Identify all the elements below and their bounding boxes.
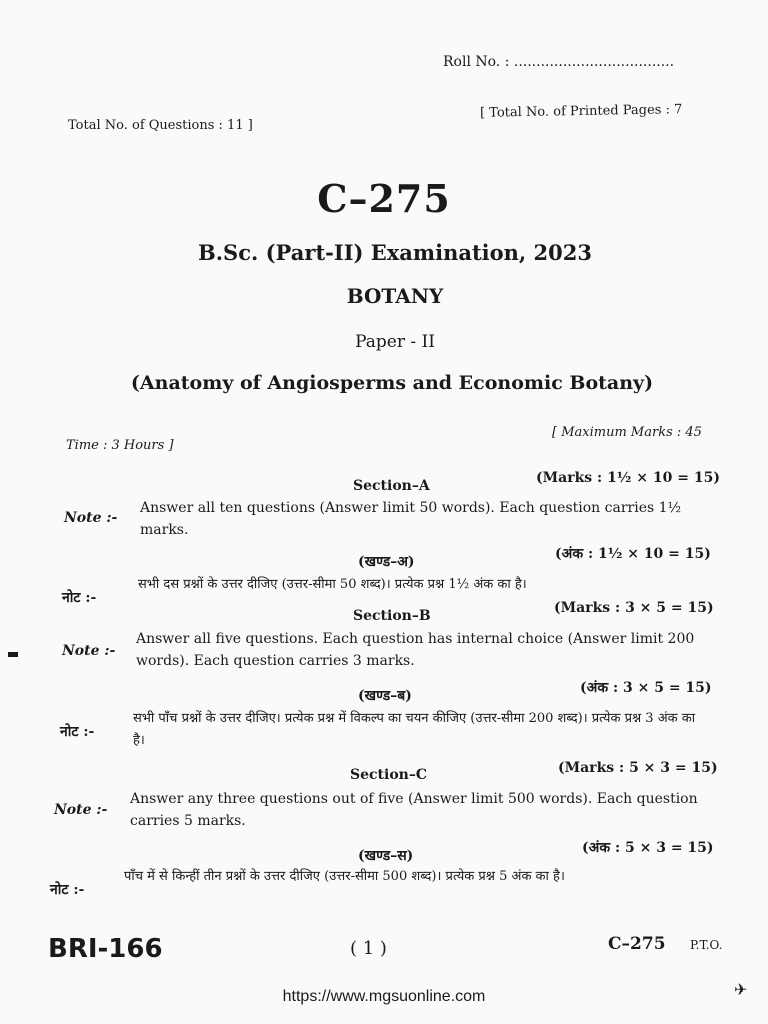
footer-paper-code: C–275 bbox=[608, 934, 666, 954]
section-b-hindi-marks: (अंक : 3 × 5 = 15) bbox=[580, 680, 712, 696]
section-c-heading: Section–C bbox=[350, 767, 427, 783]
section-b-marks: (Marks : 3 × 5 = 15) bbox=[554, 600, 714, 616]
roll-number: Roll No. : .................................... bbox=[443, 54, 675, 70]
exam-title: B.Sc. (Part-II) Examination, 2023 bbox=[197, 240, 592, 265]
maximum-marks: [ Maximum Marks : 45 bbox=[552, 425, 702, 440]
section-c-note-label: Note :- bbox=[54, 802, 108, 818]
pto-label: P.T.O. bbox=[690, 938, 723, 952]
section-b-hindi-heading: (खण्ड–ब) bbox=[358, 688, 412, 704]
paper-number: Paper - II bbox=[355, 332, 435, 352]
section-a-heading: Section–A bbox=[353, 478, 430, 494]
section-c-hindi-label: नोट :- bbox=[50, 882, 85, 898]
total-pages: [ Total No. of Printed Pages : 7 bbox=[479, 102, 683, 121]
section-c-hindi-text: पाँच में से किन्हीं तीन प्रश्नों के उत्तर दीजिए (उत्तर-सीमा 500 शब्द)। प्रत्येक प्रश्न 5 अंक का है। bbox=[124, 869, 565, 884]
page-number: ( 1 ) bbox=[350, 938, 387, 959]
paper-subtitle: (Anatomy of Angiosperms and Economic Botany) bbox=[130, 372, 654, 394]
source-url[interactable]: https://www.mgsuonline.com bbox=[282, 988, 486, 1005]
section-b-heading: Section–B bbox=[353, 608, 431, 624]
section-b-note-label: Note :- bbox=[62, 643, 116, 659]
subject-title: BOTANY bbox=[346, 284, 444, 308]
section-b-hindi-text: सभी पाँच प्रश्नों के उत्तर दीजिए। प्रत्येक प्रश्न में विकल्प का चयन कीजिए (उत्तर-सीमा 200 शब्द)। प्रत्येक प्रश्न 3 अंक का है। bbox=[133, 711, 696, 748]
section-a-hindi-text: सभी दस प्रश्नों के उत्तर दीजिए (उत्तर-सीमा 50 शब्द)। प्रत्येक प्रश्न 1½ अंक का है। bbox=[138, 577, 527, 592]
section-c-hindi-heading: (खण्ड–स) bbox=[358, 848, 414, 864]
scan-mark bbox=[8, 652, 18, 657]
total-questions: Total No. of Questions : 11 ] bbox=[68, 118, 253, 133]
section-c-marks: (Marks : 5 × 3 = 15) bbox=[558, 760, 718, 776]
section-b-note-text: Answer all five questions. Each question has internal choice (Answer limit 200 words). Each question carries 3 marks. bbox=[136, 631, 695, 669]
section-a-hindi-marks: (अंक : 1½ × 10 = 15) bbox=[555, 546, 711, 562]
section-a-note-text: Answer all ten questions (Answer limit 50 words). Each question carries 1½ marks. bbox=[140, 500, 682, 538]
footer-code: BRI-166 bbox=[48, 934, 163, 964]
section-a-note-label: Note :- bbox=[64, 510, 118, 526]
section-a-hindi-heading: (खण्ड–अ) bbox=[358, 554, 415, 570]
logo-icon: ✈ bbox=[734, 980, 748, 999]
section-b-hindi-label: नोट :- bbox=[60, 724, 95, 740]
section-a-hindi-label: नोट :- bbox=[62, 590, 97, 606]
section-a-marks: (Marks : 1½ × 10 = 15) bbox=[536, 470, 720, 486]
section-c-note-text: Answer any three questions out of five (Answer limit 500 words). Each question carries 5 marks. bbox=[130, 791, 698, 829]
time-allowed: Time : 3 Hours ] bbox=[66, 438, 174, 453]
section-c-hindi-marks: (अंक : 5 × 3 = 15) bbox=[582, 840, 714, 856]
paper-code: C–275 bbox=[317, 176, 451, 221]
